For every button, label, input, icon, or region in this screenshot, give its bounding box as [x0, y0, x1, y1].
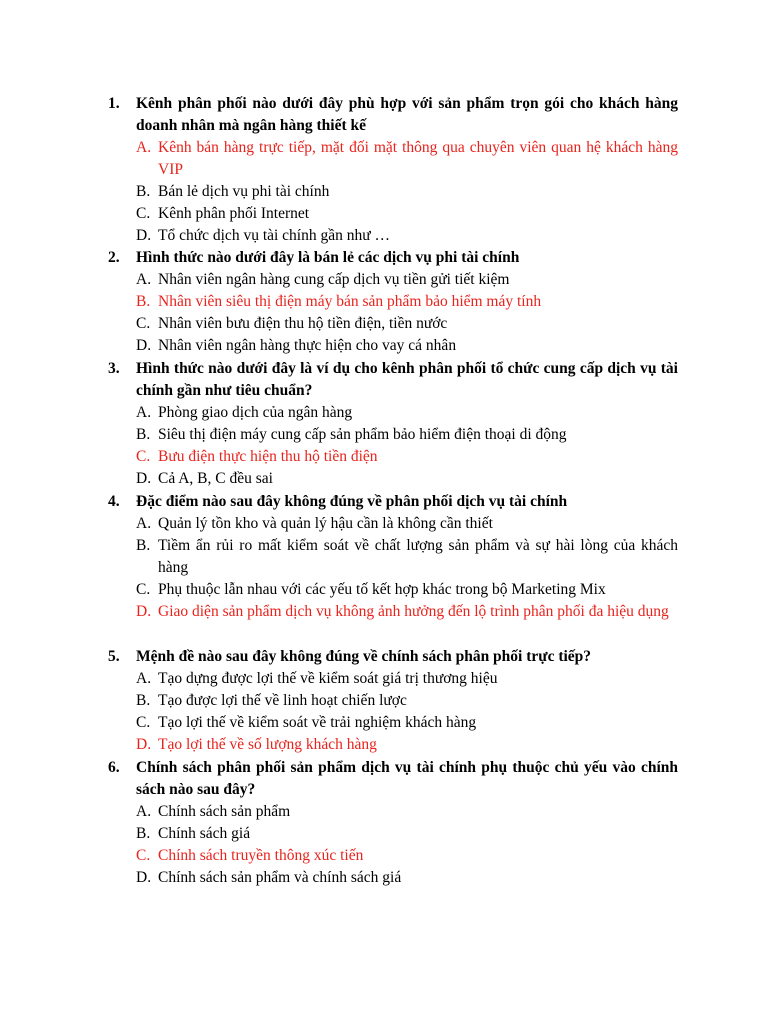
answer-option-a: [108, 269, 678, 291]
question-text: Đặc điểm nào sau đây không đúng về phân phối dịch vụ tài chính: [136, 493, 568, 510]
option-letter: D.: [136, 227, 152, 244]
question-5: [108, 646, 678, 756]
option-letter: D.: [136, 736, 152, 753]
answer-option-d: [108, 225, 678, 247]
answer-option-d: [108, 468, 678, 490]
answer-option-a: [108, 402, 678, 424]
answer-list: [108, 269, 678, 357]
answer-option-a: [108, 513, 678, 535]
question-6-stem: [108, 757, 678, 801]
option-text: Chính sách sản phẩm và chính sách giá: [158, 869, 402, 886]
question-text: Hình thức nào dưới đây là ví dụ cho kênh phân phối tổ chức cung cấp dịch vụ tài chính gần như tiêu chuẩn?: [136, 360, 678, 399]
option-letter: B.: [136, 537, 151, 554]
answer-list: [108, 513, 678, 623]
question-1: [108, 93, 678, 247]
option-text: Nhân viên bưu điện thu hộ tiền điện, tiền nước: [158, 315, 448, 332]
answer-option-c: [108, 203, 678, 225]
option-letter: C.: [136, 714, 151, 731]
answer-option-d: [108, 734, 678, 756]
option-text: Tạo lợi thế về kiểm soát về trải nghiệm khách hàng: [158, 714, 477, 731]
option-letter: B.: [136, 293, 151, 310]
option-letter: A.: [136, 670, 152, 687]
answer-option-b: [108, 823, 678, 845]
question-number: 4.: [108, 493, 120, 510]
option-text: Tạo lợi thế về số lượng khách hàng: [158, 736, 377, 753]
question-6: [108, 757, 678, 889]
option-text: Chính sách giá: [158, 825, 251, 842]
option-letter: A.: [136, 139, 152, 156]
answer-option-c: [108, 446, 678, 468]
answer-option-a: [108, 137, 678, 181]
answer-list: [108, 668, 678, 756]
option-letter: C.: [136, 448, 151, 465]
answer-option-c: [108, 313, 678, 335]
question-text: Hình thức nào dưới đây là bán lẻ các dịch vụ phi tài chính: [136, 249, 520, 266]
question-3: [108, 358, 678, 490]
answer-option-b: [108, 424, 678, 446]
option-letter: B.: [136, 426, 151, 443]
option-letter: D.: [136, 470, 152, 487]
option-letter: C.: [136, 581, 151, 598]
question-2: [108, 247, 678, 357]
option-text: Chính sách truyền thông xúc tiến: [158, 847, 364, 864]
answer-option-c: [108, 579, 678, 601]
option-text: Nhân viên ngân hàng cung cấp dịch vụ tiền gửi tiết kiệm: [158, 271, 510, 288]
option-letter: B.: [136, 825, 151, 842]
option-text: Chính sách sản phẩm: [158, 803, 291, 820]
option-text: Giao diện sản phẩm dịch vụ không ảnh hưởng đến lộ trình phân phối đa hiệu dụng: [158, 603, 669, 620]
option-text: Nhân viên siêu thị điện máy bán sản phẩm bảo hiểm máy tính: [158, 293, 542, 310]
answer-option-c: [108, 712, 678, 734]
question-5-stem: [108, 646, 678, 668]
question-4: [108, 491, 678, 623]
answer-option-d: [108, 867, 678, 889]
answer-option-d: [108, 335, 678, 357]
option-text: Tổ chức dịch vụ tài chính gần như …: [158, 227, 391, 244]
question-text: Kênh phân phối nào dưới đây phù hợp với sản phẩm trọn gói cho khách hàng doanh nhân mà ngân hàng thiết kế: [136, 95, 678, 134]
option-text: Tạo được lợi thế về linh hoạt chiến lược: [158, 692, 407, 709]
option-text: Kênh bán hàng trực tiếp, mặt đối mặt thông qua chuyên viên quan hệ khách hàng VIP: [158, 139, 678, 178]
option-text: Phòng giao dịch của ngân hàng: [158, 404, 353, 421]
question-4-stem: [108, 491, 678, 513]
question-text: Chính sách phân phối sản phẩm dịch vụ tài chính phụ thuộc chủ yếu vào chính sách nào sau đây?: [136, 759, 678, 798]
question-number: 6.: [108, 759, 120, 776]
answer-option-b: [108, 181, 678, 203]
answer-option-d: [108, 601, 678, 623]
question-2-stem: [108, 247, 678, 269]
answer-option-c: [108, 845, 678, 867]
answer-option-b: [108, 690, 678, 712]
option-text: Quản lý tồn kho và quản lý hậu cần là không cần thiết: [158, 515, 493, 532]
question-number: 1.: [108, 95, 120, 112]
option-letter: C.: [136, 205, 151, 222]
answer-list: [108, 402, 678, 490]
option-text: Cả A, B, C đều sai: [158, 470, 273, 487]
option-letter: A.: [136, 404, 152, 421]
option-letter: D.: [136, 603, 152, 620]
option-text: Phụ thuộc lẫn nhau với các yếu tố kết hợp khác trong bộ Marketing Mix: [158, 581, 606, 598]
answer-option-a: [108, 668, 678, 690]
option-letter: D.: [136, 337, 152, 354]
question-number: 2.: [108, 249, 120, 266]
option-letter: B.: [136, 183, 151, 200]
option-letter: A.: [136, 271, 152, 288]
option-text: Siêu thị điện máy cung cấp sản phẩm bảo hiểm điện thoại di động: [158, 426, 567, 443]
option-text: Kênh phân phối Internet: [158, 205, 310, 222]
option-letter: D.: [136, 869, 152, 886]
option-text: Nhân viên ngân hàng thực hiện cho vay cá nhân: [158, 337, 457, 354]
option-text: Tiềm ẩn rủi ro mất kiểm soát về chất lượng sản phẩm và sự hài lòng của khách hàng: [158, 537, 678, 576]
question-text: Mệnh đề nào sau đây không đúng về chính sách phân phối trực tiếp?: [136, 648, 592, 665]
answer-option-a: [108, 801, 678, 823]
question-1-stem: [108, 93, 678, 137]
option-letter: C.: [136, 847, 151, 864]
option-text: Bưu điện thực hiện thu hộ tiền điện: [158, 448, 378, 465]
answer-option-b: [108, 291, 678, 313]
option-letter: B.: [136, 692, 151, 709]
answer-list: [108, 137, 678, 247]
question-number: 5.: [108, 648, 120, 665]
option-letter: A.: [136, 515, 152, 532]
option-text: Bán lẻ dịch vụ phi tài chính: [158, 183, 330, 200]
question-number: 3.: [108, 360, 120, 377]
answer-list: [108, 801, 678, 889]
option-letter: A.: [136, 803, 152, 820]
option-text: Tạo dựng được lợi thế về kiểm soát giá trị thương hiệu: [158, 670, 498, 687]
option-letter: C.: [136, 315, 151, 332]
question-3-stem: [108, 358, 678, 402]
answer-option-b: [108, 535, 678, 579]
